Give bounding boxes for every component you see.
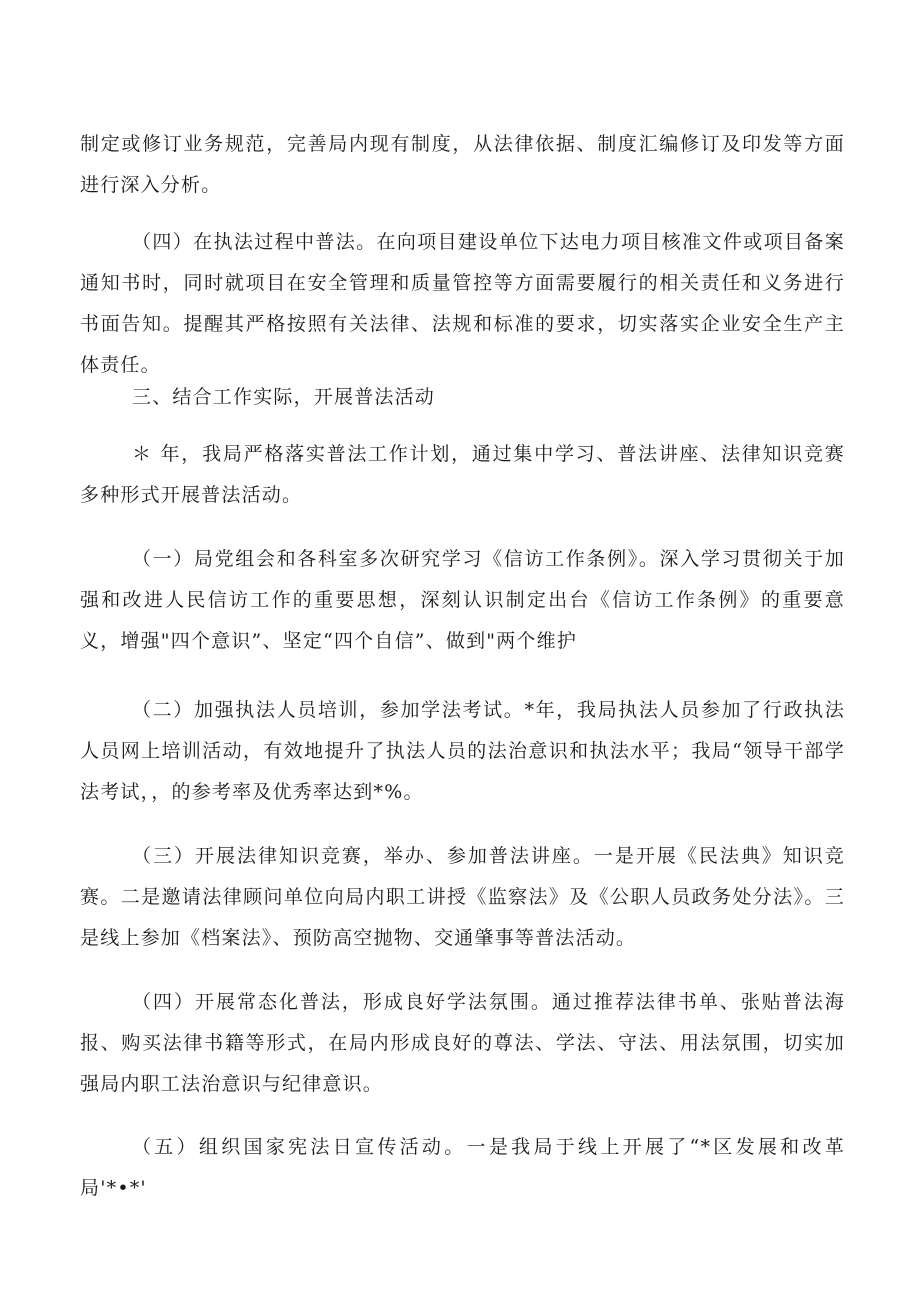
- paragraph-annual-plan: ＊ 年，我局严格落实普法工作计划，通过集中学习、普法讲座、法律知识竞赛多种形式开展普法活动。: [80, 443, 845, 506]
- paragraph-item-3: （三）开展法律知识竞赛，举办、参加普法讲座。一是开展《民法典》知识竞赛。二是邀请法律顾问单位向局内职工讲授《监察法》及《公职人员政务处分法》。三是线上参加《档案法》、预防高空抛物、交通肇事等普法活动。: [80, 845, 845, 949]
- section-heading-3: 三、结合工作实际，开展普法活动: [132, 386, 436, 408]
- paragraph-item-2: （二）加强执法人员培训，参加学法考试。*年，我局执法人员参加了行政执法人员网上培训活动，有效地提升了执法人员的法治意识和执法水平；我局“领导干部学法考试，，的参考率及优秀率达到*%。: [80, 699, 845, 803]
- paragraph-regulations: 制定或修订业务规范，完善局内现有制度，从法律依据、制度汇编修订及印发等方面进行深入分析。: [80, 133, 845, 196]
- paragraph-item-1: （一）局党组会和各科室多次研究学习《信访工作条例》。深入学习贯彻关于加强和改进人民信访工作的重要思想，深刻认识制定出台《信访工作条例》的重要意义，增强"四个意识”、坚定“四个自信”、做到"两个维护: [80, 548, 845, 652]
- paragraph-section-4-law-enforcement: （四）在执法过程中普法。在向项目建设单位下达电力项目核准文件或项目备案通知书时，同时就项目在安全管理和质量管控等方面需要履行的相关责任和义务进行书面告知。提醒其严格按照有关法律、法规和标准的要求，切实落实企业安全生产主体责任。: [80, 231, 845, 376]
- paragraph-item-5: （五）组织国家宪法日宣传活动。一是我局于线上开展了“*区发展和改革局'*•*': [80, 1136, 845, 1199]
- paragraph-item-4: （四）开展常态化普法，形成良好学法氛围。通过推荐法律书单、张贴普法海报、购买法律书籍等形式，在局内形成良好的尊法、学法、守法、用法氛围，切实加强局内职工法治意识与纪律意识。: [80, 991, 845, 1095]
